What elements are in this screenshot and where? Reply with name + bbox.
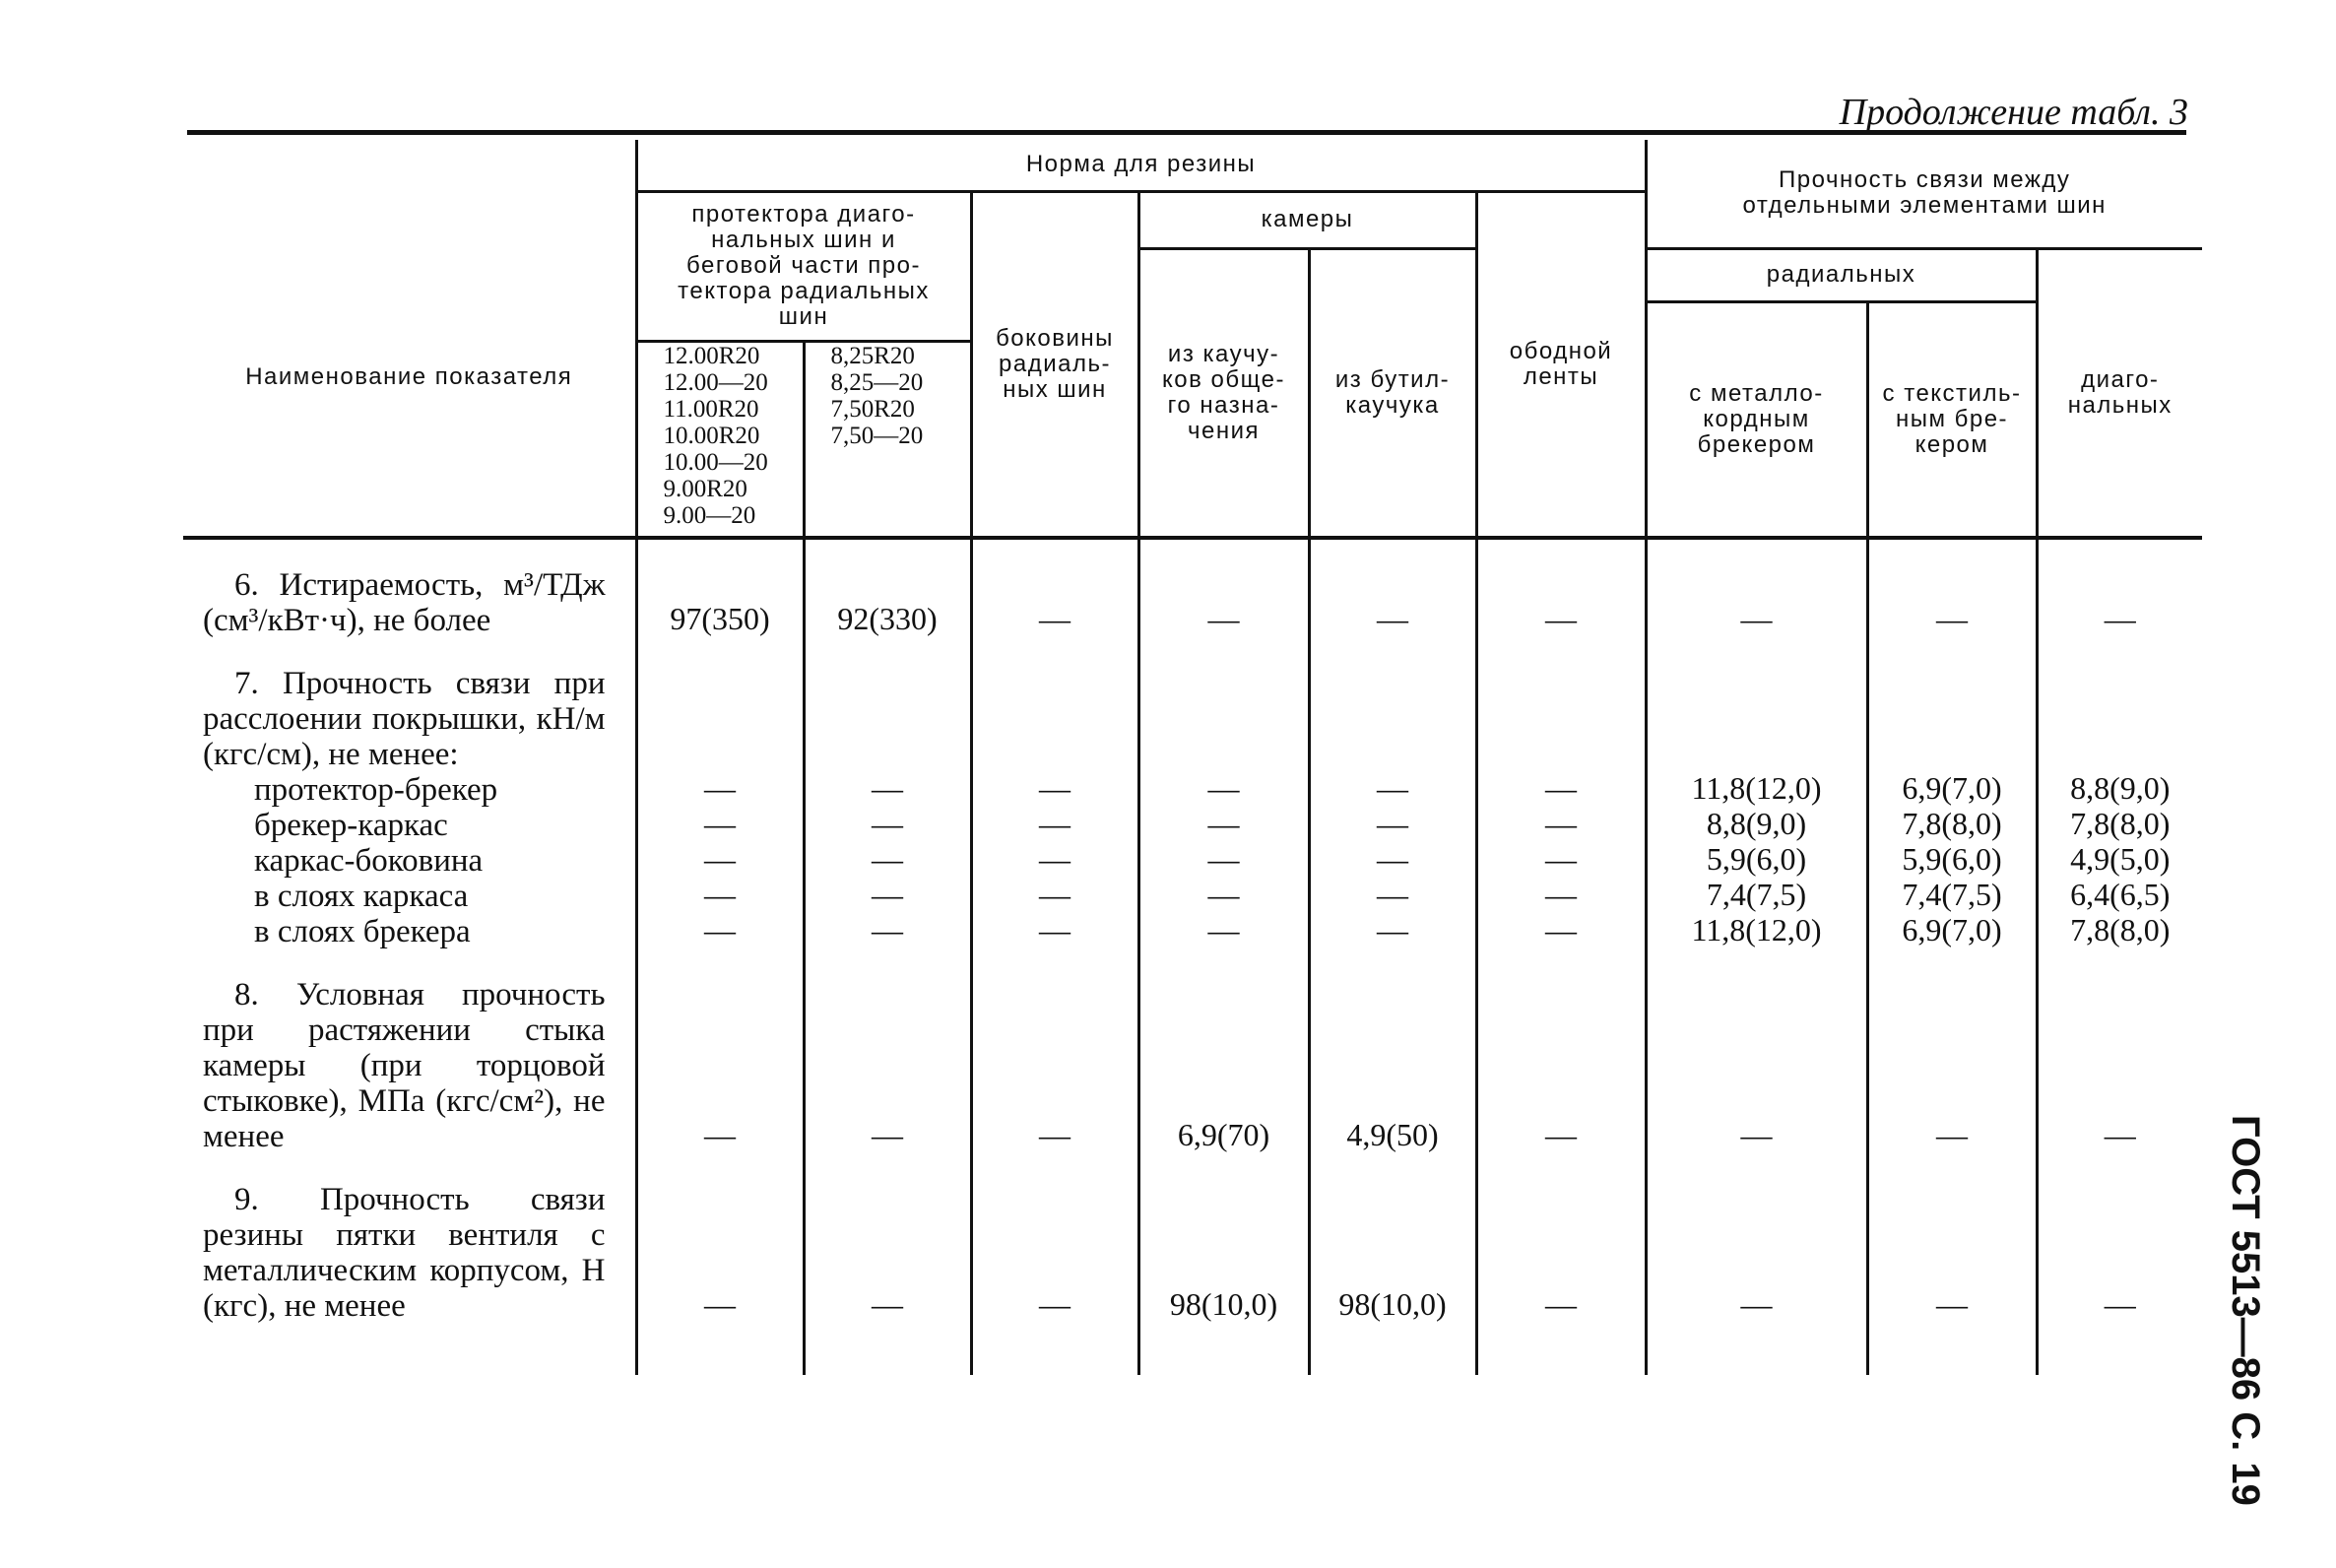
cell-value: — xyxy=(1646,977,1867,1154)
header-tread: протектора диаго- нальных шин и беговой части про- тектора радиальных шин xyxy=(636,191,971,341)
cell-value: — xyxy=(2037,567,2202,638)
cell-value: — xyxy=(971,977,1138,1154)
cell-value: — xyxy=(971,567,1138,638)
cell-values: 8,8(9,0) 7,8(8,0) 4,9(5,0) 6,4(6,5) 7,8(8,0) xyxy=(2037,666,2202,949)
cell-value: — xyxy=(1476,567,1646,638)
cell-value: — xyxy=(804,1182,971,1324)
top-rule xyxy=(187,130,2186,135)
header-tube-general: из каучу- ков обще- го назна- чения xyxy=(1138,248,1309,538)
sub-item: протектор-брекер xyxy=(254,772,498,808)
sub-item: в слоях каркаса xyxy=(254,879,469,914)
sub-item: брекер-каркас xyxy=(254,808,448,843)
header-tube: камеры xyxy=(1138,191,1476,248)
cell-values: — — — — — xyxy=(1476,666,1646,949)
cell-value: — xyxy=(1867,977,2037,1154)
cell-values: 11,8(12,0) 8,8(9,0) 5,9(6,0) 7,4(7,5) 11,8(12,0) xyxy=(1646,666,1867,949)
cell-value: — xyxy=(636,977,804,1154)
cell-values: — — — — — xyxy=(971,666,1138,949)
header-norma: Норма для резины xyxy=(636,140,1646,191)
header-name-column: Наименование показателя xyxy=(183,140,636,538)
row-name: 6. Истираемость, м³/ТДж (см³/кВт·ч), не более xyxy=(203,567,606,638)
header-tube-butyl: из бутил- каучука xyxy=(1309,248,1476,538)
header-metal-breaker: с металло- кордным брекером xyxy=(1646,301,1867,538)
cell-value: — xyxy=(1476,977,1646,1154)
cell-value: 98(10,0) xyxy=(1138,1182,1309,1324)
row-name: 8. Условная прочность при растяжении стыка камеры (при торцовой стыковке), МПа (кгс/см²), не менее xyxy=(203,977,606,1154)
cell-value: 6,9(70) xyxy=(1138,977,1309,1154)
side-stamp: ГОСТ 5513—86 С. 19 xyxy=(2224,1115,2267,1506)
header-sizes-large: 12.00R20 12.00—20 11.00R20 10.00R20 10.00—20 9.00R20 9.00—20 xyxy=(636,341,804,538)
cell-values: — — — — — xyxy=(804,666,971,949)
cell-value: — xyxy=(971,1182,1138,1324)
header-bond-strength: Прочность связи между отдельными элементами шин xyxy=(1646,140,2202,248)
cell-value: — xyxy=(2037,977,2202,1154)
cell-value: 98(10,0) xyxy=(1309,1182,1476,1324)
cell-values: — — — — — xyxy=(1138,666,1309,949)
cell-value: 4,9(50) xyxy=(1309,977,1476,1154)
table-row xyxy=(183,1182,2202,1324)
cell-value: — xyxy=(1646,1182,1867,1324)
sub-item: каркас-боковина xyxy=(254,843,484,879)
data-table xyxy=(183,140,2202,1375)
cell-value: — xyxy=(1476,1182,1646,1324)
cell-value: — xyxy=(2037,1182,2202,1324)
table-caption: Продолжение табл. 3 xyxy=(1839,92,2188,133)
header-sidewall: боковины радиаль- ных шин xyxy=(971,191,1138,538)
header-textile-breaker: с текстиль- ным бре- кером xyxy=(1867,301,2037,538)
cell-values: — — — — — xyxy=(1309,666,1476,949)
header-radial: радиальных xyxy=(1646,248,2037,301)
cell-value: — xyxy=(804,977,971,1154)
table-row xyxy=(183,567,2202,638)
table-row xyxy=(183,666,2202,949)
header-sizes-small: 8,25R20 8,25—20 7,50R20 7,50—20 xyxy=(804,341,971,538)
table-row xyxy=(183,977,2202,1154)
cell-value: — xyxy=(1138,567,1309,638)
row-name: 9. Прочность связи резины пятки вентиля с металлическим корпусом, Н (кгс), не менее xyxy=(203,1182,606,1324)
cell-value: — xyxy=(636,1182,804,1324)
cell-value: 92(330) xyxy=(804,567,971,638)
cell-value: 97(350) xyxy=(636,567,804,638)
header-rim-tape: ободной ленты xyxy=(1476,191,1646,538)
cell-value: — xyxy=(1867,1182,2037,1324)
cell-values: — — — — — xyxy=(636,666,804,949)
cell-value: — xyxy=(1646,567,1867,638)
header-diagonal: диаго- нальных xyxy=(2037,248,2202,538)
cell-value: — xyxy=(1309,567,1476,638)
cell-values: 6,9(7,0) 7,8(8,0) 5,9(6,0) 7,4(7,5) 6,9(7,0) xyxy=(1867,666,2037,949)
row-name: 7. Прочность связи при расслоении покрышки, кН/м (кгс/см), не менее: протектор-брекер брекер-каркас каркас-боковина в слоях каркаса в слоях брекера xyxy=(203,666,606,949)
sub-item: в слоях брекера xyxy=(254,914,471,949)
cell-value: — xyxy=(1867,567,2037,638)
